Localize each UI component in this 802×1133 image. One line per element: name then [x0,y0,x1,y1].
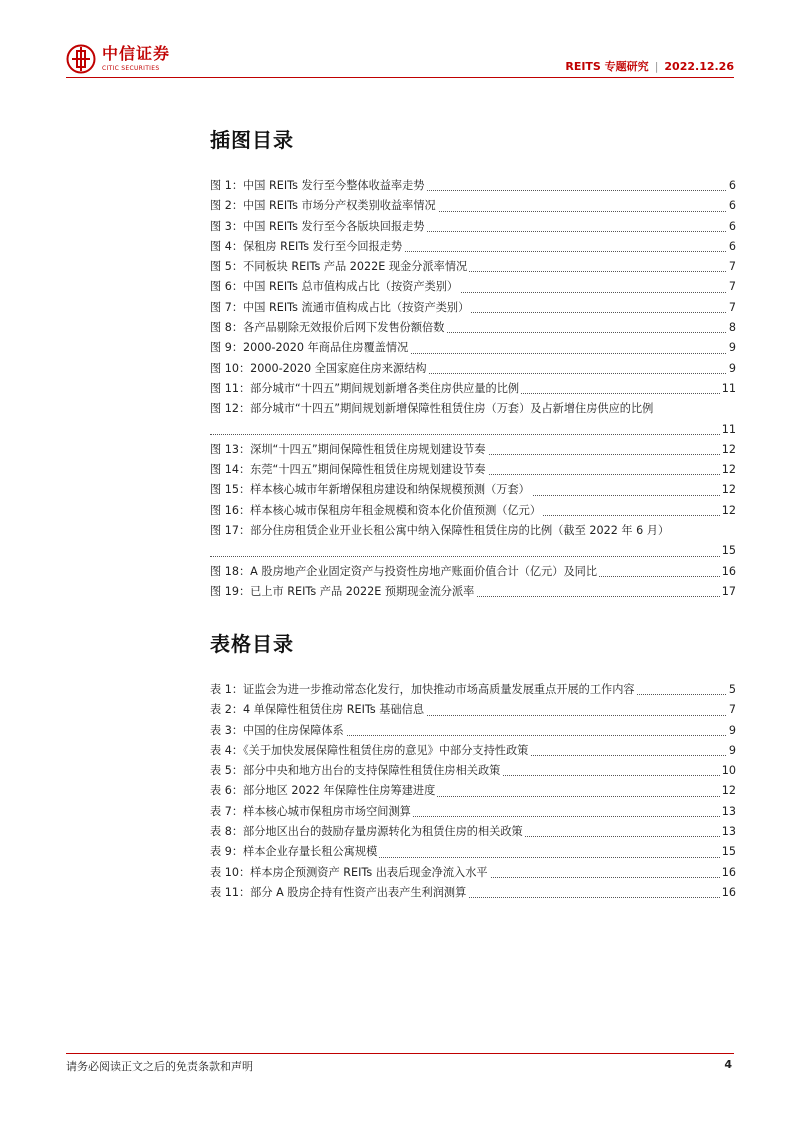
dot-leader [210,556,720,557]
toc-entry[interactable] [210,237,736,257]
toc-entry[interactable] [210,721,736,741]
toc-entry-page: 7 [727,298,736,318]
toc-entry-label: 图 19：已上市 REITs 产品 2022E 预期现金流分派率 [210,582,476,602]
toc-entry-label: 表 5：部分中央和地方出台的支持保障性租赁住房相关政策 [210,761,502,781]
report-date: 2022.12.26 [664,59,734,73]
toc-entry-label: 图 7：中国 REITs 流通市值构成占比（按资产类别） [210,298,471,318]
figures-toc-list [210,176,736,602]
toc-entry-page: 12 [720,501,736,521]
toc-entry-page: 15 [720,541,736,561]
toc-entry-label: 表 9：样本企业存量长租公寓规模 [210,842,379,862]
toc-entry-label: 图 4：保租房 REITs 发行至今回报走势 [210,237,404,257]
toc-entry-page: 16 [720,883,736,903]
toc-entry[interactable] [210,582,736,602]
logo-english-name: CITIC SECURITIES [102,64,160,72]
toc-entry[interactable] [210,359,736,379]
toc-entry-label: 图 16：样本核心城市保租房年租金规模和资本化价值预测（亿元） [210,501,543,521]
citic-emblem-icon [66,44,96,74]
toc-entry[interactable] [210,863,736,883]
page-header [0,0,802,80]
toc-entry[interactable] [210,298,736,318]
toc-entry-label: 图 15：样本核心城市年新增保租房建设和纳保规模预测（万套） [210,480,532,500]
toc-entry-page: 9 [727,721,736,741]
toc-entry-page: 11 [720,379,736,399]
toc-entry[interactable] [210,802,736,822]
toc-entry[interactable] [210,842,736,862]
toc-entry-page: 6 [727,217,736,237]
toc-entry[interactable] [210,680,736,700]
toc-entry-label: 图 1：中国 REITs 发行至今整体收益率走势 [210,176,427,196]
toc-entry-label: 表 10：样本房企预测资产 REITs 出表后现金净流入水平 [210,863,490,883]
toc-entry-page: 12 [720,480,736,500]
toc-entry[interactable] [210,399,736,440]
header-meta [565,58,734,74]
toc-entry-page: 12 [720,781,736,801]
toc-entry-label: 表 3：中国的住房保障体系 [210,721,346,741]
toc-entry-label: 图 14：东莞“十四五”期间保障性租赁住房规划建设节奏 [210,460,488,480]
toc-entry[interactable] [210,196,736,216]
toc-entry[interactable] [210,440,736,460]
toc-entry-page: 17 [720,582,736,602]
toc-entry-page: 9 [727,359,736,379]
toc-entry-label: 图 13：深圳“十四五”期间保障性租赁住房规划建设节奏 [210,440,488,460]
toc-entry-label: 图 5：不同板块 REITs 产品 2022E 现金分派率情况 [210,257,469,277]
toc-entry-label: 表 6：部分地区 2022 年保障性住房筹建进度 [210,781,437,801]
toc-entry-label: 表 4：《关于加快发展保障性租赁住房的意见》中部分支持性政策 [210,741,530,761]
toc-entry-page: 10 [720,761,736,781]
toc-entry-page: 8 [727,318,736,338]
toc-entry[interactable] [210,781,736,801]
toc-entry-label: 图 12：部分城市“十四五”期间规划新增保障性租赁住房（万套）及占新增住房供应的比例 [210,399,655,419]
toc-entry[interactable] [210,501,736,521]
toc-entry[interactable] [210,176,736,196]
header-divider [66,77,734,78]
toc-entry-label: 表 7：样本核心城市保租房市场空间测算 [210,802,413,822]
dot-leader [210,434,720,435]
toc-entry-page: 16 [720,863,736,883]
toc-entry-page: 12 [720,440,736,460]
toc-entry-page: 9 [727,338,736,358]
toc-entry-page: 16 [720,562,736,582]
toc-entry-page: 6 [727,237,736,257]
toc-entry-label: 表 8：部分地区出台的鼓励存量房源转化为租赁住房的相关政策 [210,822,525,842]
citic-logo [66,44,170,74]
toc-entry-page: 9 [727,741,736,761]
toc-entry-label: 图 18：A 股房地产企业固定资产与投资性房地产账面价值合计（亿元）及同比 [210,562,599,582]
toc-entry-page: 15 [720,842,736,862]
toc-entry-page: 5 [727,680,736,700]
toc-entry[interactable] [210,822,736,842]
toc-entry[interactable] [210,480,736,500]
toc-entry[interactable] [210,883,736,903]
toc-entry[interactable] [210,338,736,358]
toc-entry-label: 表 2：4 单保障性租赁住房 REITs 基础信息 [210,700,426,720]
toc-entry[interactable] [210,700,736,720]
toc-entry-page: 7 [727,257,736,277]
toc-entry[interactable] [210,521,736,562]
toc-entry[interactable] [210,318,736,338]
toc-entry[interactable] [210,460,736,480]
toc-entry-page: 11 [720,420,736,440]
toc-entry-label: 图 3：中国 REITs 发行至今各版块回报走势 [210,217,427,237]
toc-entry-page: 6 [727,196,736,216]
toc-entry[interactable] [210,761,736,781]
tables-toc-title: 表格目录 [210,632,294,656]
toc-entry-label: 图 10：2000-2020 全国家庭住房来源结构 [210,359,429,379]
toc-entry-page: 13 [720,802,736,822]
toc-entry-page: 6 [727,176,736,196]
toc-entry-label: 图 9：2000-2020 年商品住房覆盖情况 [210,338,410,358]
logo-chinese-name: 中信证券 [102,43,171,63]
toc-entry-page: 13 [720,822,736,842]
toc-entry[interactable] [210,217,736,237]
toc-entry-label: 图 8：各产品剔除无效报价后网下发售份额倍数 [210,318,446,338]
toc-entry[interactable] [210,257,736,277]
toc-entry-label: 图 6：中国 REITs 总市值构成占比（按资产类别） [210,277,460,297]
toc-entry[interactable] [210,562,736,582]
footer-disclaimer: 请务必阅读正文之后的免责条款和声明 [66,1060,253,1073]
header-separator: | [654,59,659,73]
toc-entry-label: 表 11：部分 A 股房企持有性资产出表产生利润测算 [210,883,468,903]
toc-entry-page: 12 [720,460,736,480]
toc-entry-label: 图 2：中国 REITs 市场分产权类别收益率情况 [210,196,438,216]
toc-entry-label: 图 11：部分城市“十四五”期间规划新增各类住房供应量的比例 [210,379,521,399]
toc-entry[interactable] [210,379,736,399]
toc-entry[interactable] [210,277,736,297]
footer-divider [66,1053,734,1054]
toc-entry-page: 7 [727,700,736,720]
report-tag: REITS 专题研究 [565,60,649,73]
toc-entry-label: 表 1：证监会为进一步推动常态化发行，加快推动市场高质量发展重点开展的工作内容 [210,680,637,700]
page-number: 4 [724,1058,732,1071]
figures-toc-title: 插图目录 [210,128,294,152]
toc-entry[interactable] [210,741,736,761]
toc-entry-label: 图 17：部分住房租赁企业开业长租公寓中纳入保障性租赁住房的比例（截至 2022 年 6 月） [210,521,671,541]
toc-entry-page: 7 [727,277,736,297]
tables-toc-list [210,680,736,903]
